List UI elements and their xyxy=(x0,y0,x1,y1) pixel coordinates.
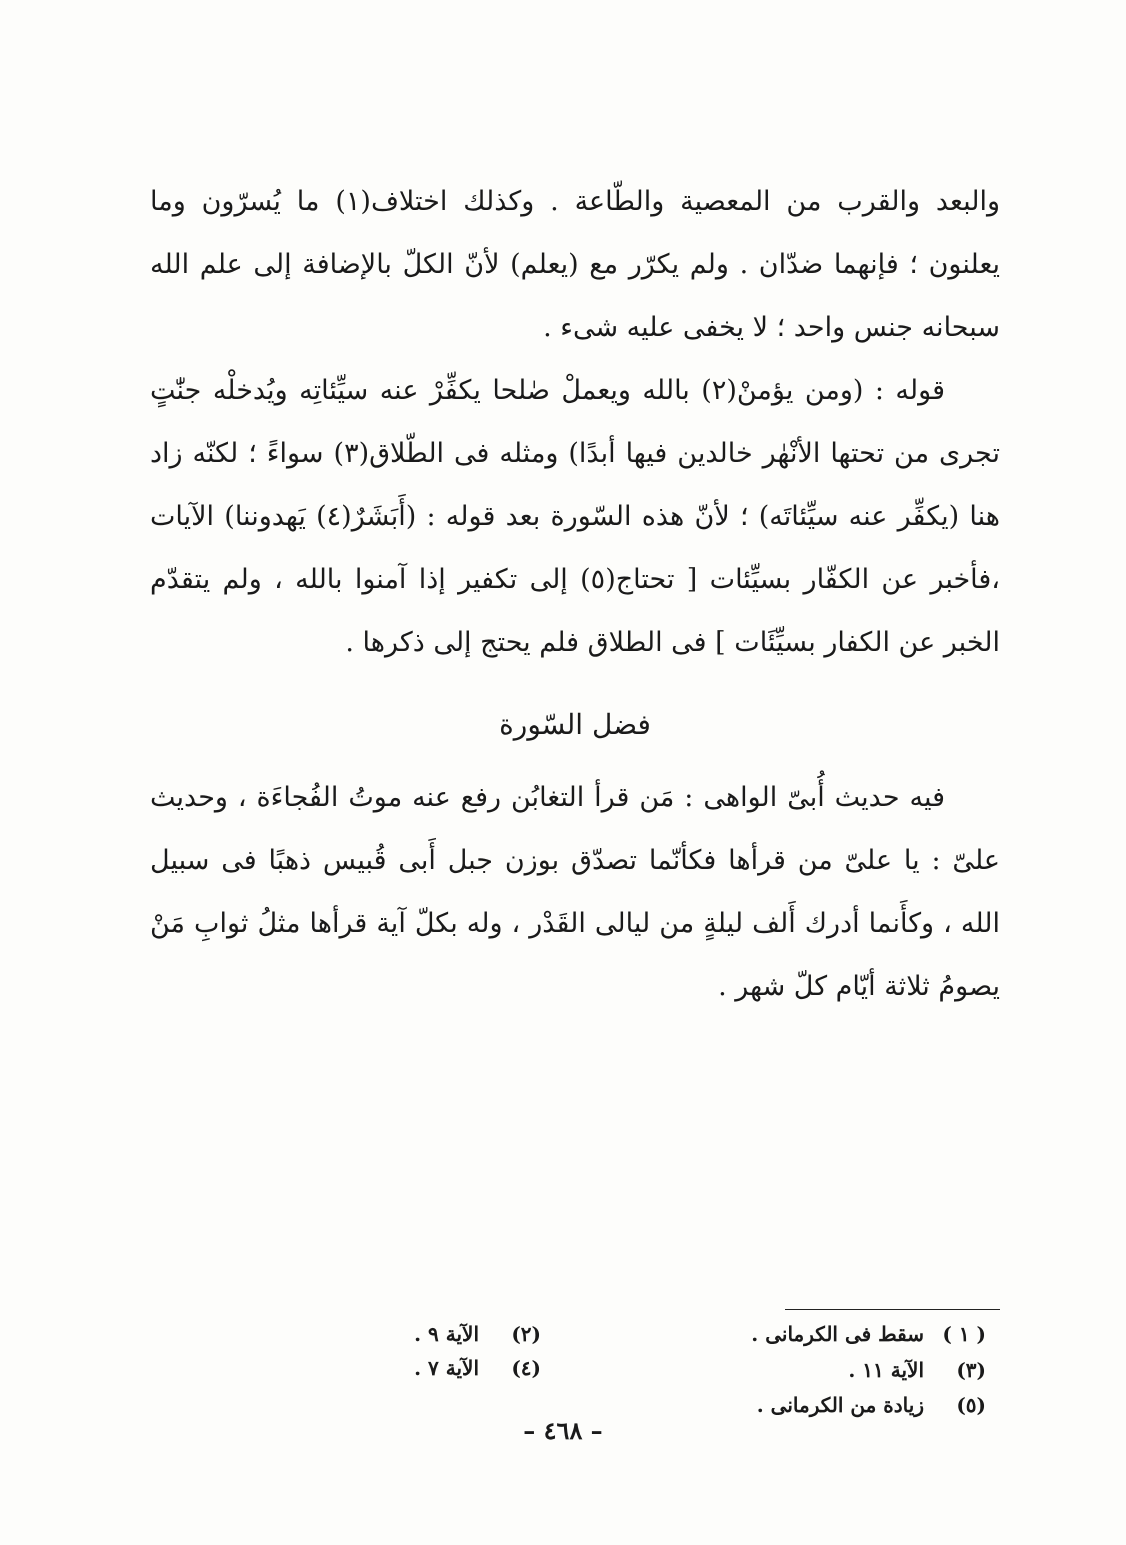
paragraph-1: والبعد والقرب من المعصية والطّاعة . وكذلك اختلاف(١) ما يُسرّون وما يعلنون ؛ فإنهما ضدّان . ولم يكرّر مع (يعلم) لأنّ الكلّ بالإضافة إلى علم الله سبحانه جنس واحد ؛ لا يخفى عليه شىء . xyxy=(150,186,1000,343)
footnote-2 xyxy=(414,1322,541,1346)
footnote-number: (٣) xyxy=(956,1358,986,1382)
footnote-text: الآية ١١ . xyxy=(848,1358,924,1382)
footnote-number: (٥) xyxy=(956,1393,986,1417)
footnote-number: ( ١ ) xyxy=(942,1322,986,1346)
footnote-3 xyxy=(848,1358,986,1382)
footnote-4 xyxy=(414,1356,541,1380)
footnote-text: الآية ٩ . xyxy=(414,1322,479,1346)
footnote-number: (٤) xyxy=(511,1356,541,1380)
footnote-text: الآية ٧ . xyxy=(414,1356,479,1380)
paragraph-3: فيه حديث أُبىّ الواهى : مَن قرأ التغابُن رفع عنه موتُ الفُجاءَة ، وحديث علىّ : يا علىّ من قرأها فكأنّما تصدّق بوزن جبل أَبى قُبيس ذهبًا فى سبيل الله ، وكأَنما أدرك أَلف ليلةٍ من ليالى القَدْر ، وله بكلّ آية قرأها مثلُ ثوابِ مَنْ يصومُ ثلاثة أيّام كلّ شهر . xyxy=(150,782,1000,1002)
section-heading: فضل السّورة xyxy=(499,708,651,741)
footnote-text: سقط فى الكرمانى . xyxy=(751,1322,924,1346)
footnote-number: (٢) xyxy=(511,1322,541,1346)
main-text xyxy=(150,170,1000,1018)
footnote-5 xyxy=(757,1393,986,1417)
footnote-divider xyxy=(785,1309,1000,1310)
paragraph-2: قوله : (ومن يؤمنْ(٢) بالله ويعملْ صٰلحا يكفِّرْ عنه سيِّئاتِه ويُدخلْه جنّٰتٍ تجرى من تحتها الأنْهٰر خالدين فيها أبدًا) ومثله فى الطّلاق(٣) سواءً ؛ لكنّه زاد هنا (يكفِّر عنه سيِّئاتَه) ؛ لأنّ هذه السّورة بعد قوله : (أَبَشَرٌ(٤) يَهدوننا) الآيات ،فأخبر عن الكفّار بسيِّئات [ تحتاج(٥) إلى تكفير إذا آمنوا بالله ، ولم يتقدّم الخبر عن الكفار بسيِّئَات ] فى الطلاق فلم يحتج إلى ذكرها . xyxy=(150,375,1001,658)
page-number: – ٤٦٨ – xyxy=(523,1416,603,1445)
footnote-1 xyxy=(751,1322,986,1346)
footnote-text: زيادة من الكرمانى . xyxy=(756,1393,924,1417)
